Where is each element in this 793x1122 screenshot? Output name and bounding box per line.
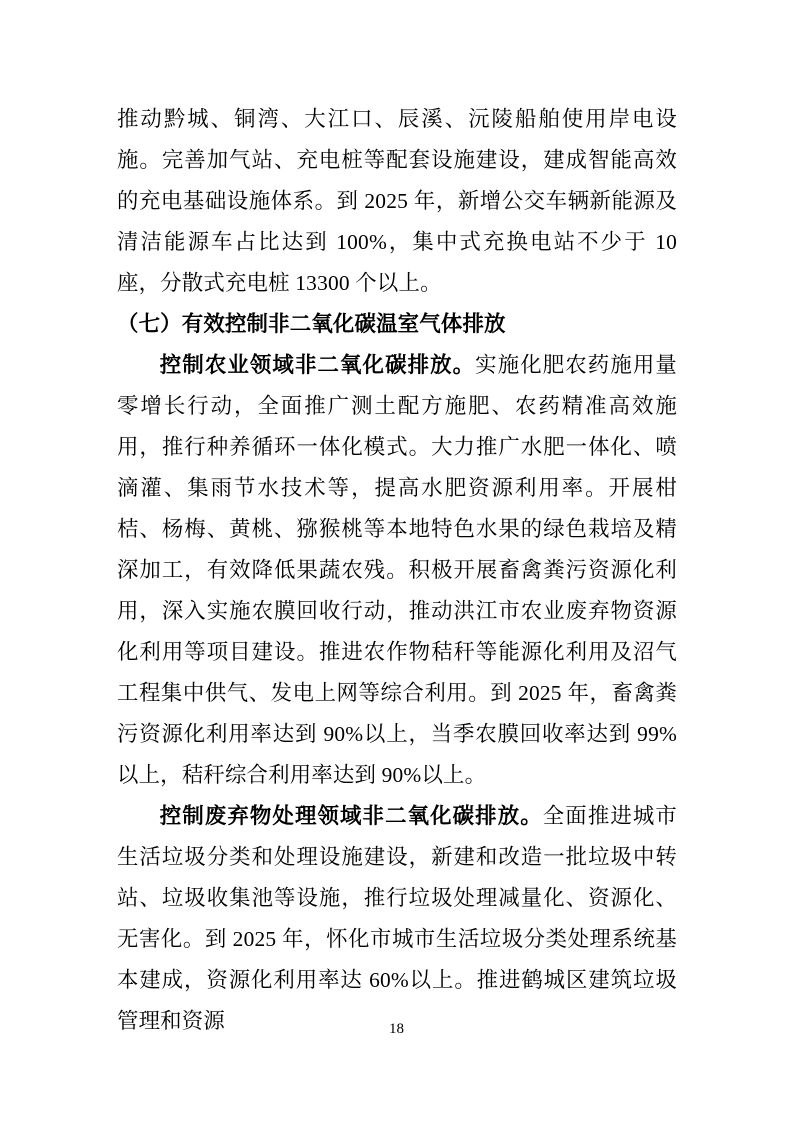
text-segment: 实施化肥农药施用量零增长行动，全面推广测土配方施肥、农药精准高效施用，推行种养循环一体化模式。大力推广水肥一体化、喷滴灌、集雨节水技术等，提高水肥资源利用率。开展柑桔、杨梅、黄桃、猕猴桃等本地特色水果的绿色栽培及精深加工，有效降低果蔬农残。积极开展畜禽粪污资源化利用，深入实施农膜回收行动，推动洪江市农业废弃物资源化利用等项目建设。推进农作物秸秆等能源化利用及沼气工程集中供气、发电上网等综合利用。到 2025 年，畜禽粪污资源化利用率达到 90%以上，当季农膜回收率达到 99%以上，秸秆综合利用率达到 90%以上。: [117, 353, 677, 787]
page-number: 18: [389, 1021, 404, 1037]
document-body: [117, 99, 677, 1042]
bold-lead-segment: （七）有效控制非二氧化碳温室气体排放: [117, 312, 506, 336]
paragraph-charging-infrastructure: [117, 99, 677, 304]
bold-lead-segment: 控制废弃物处理领域非二氧化碳排放。: [159, 804, 543, 828]
text-segment: 推动黔城、铜湾、大江口、辰溪、沅陵船舶使用岸电设施。完善加气站、充电桩等配套设施建设，建成智能高效的充电基础设施体系。到 2025 年，新增公交车辆新能源及清洁能源车占比达到 100%，集中式充换电站不少于 10 座，分散式充电桩 13300 个以上。: [117, 107, 677, 295]
paragraph-waste-emissions: [117, 796, 677, 1042]
bold-lead-segment: 控制农业领域非二氧化碳排放。: [159, 353, 476, 377]
paragraph-agriculture-emissions: [117, 345, 677, 796]
text-segment: 全面推进城市生活垃圾分类和处理设施建设，新建和改造一批垃圾中转站、垃圾收集池等设施，推行垃圾处理减量化、资源化、无害化。到 2025 年，怀化市城市生活垃圾分类处理系统基本建成，资源化利用率达 60%以上。推进鹤城区建筑垃圾管理和资源: [117, 804, 677, 1033]
section-heading-7: [117, 304, 677, 345]
page-footer: [0, 1019, 793, 1039]
